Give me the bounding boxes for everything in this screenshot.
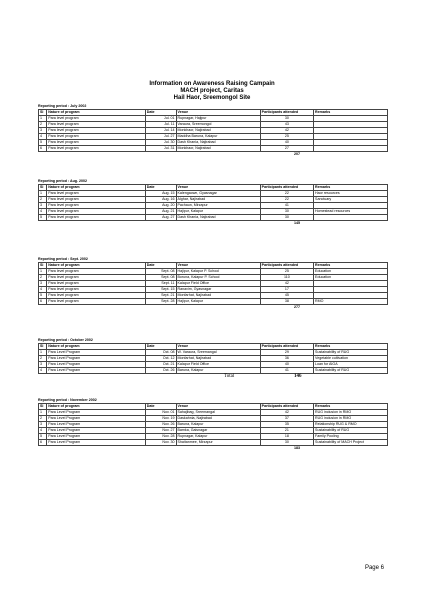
table-row xyxy=(39,215,388,221)
doc-title-line-1: Information on Awareness Raising Campain xyxy=(149,81,275,87)
cell-remarks: Sustainability of MACH Project xyxy=(314,440,388,446)
total-value: 207 xyxy=(294,152,300,156)
cell-participants: 30 xyxy=(260,440,313,446)
cell-nature: Para Level Program xyxy=(47,428,146,434)
total-row xyxy=(38,374,388,381)
total-label: Total xyxy=(224,374,235,379)
cell-participants: 40 xyxy=(260,362,313,368)
cell-nature: Para level program xyxy=(47,299,146,305)
cell-venue: Varaura, Sreemongol xyxy=(176,122,260,128)
section-3 xyxy=(38,257,388,312)
column-header-remarks: Remarks xyxy=(314,185,388,191)
cell-venue: Shaitanmee, Mirzapur xyxy=(176,440,260,446)
reporting-period-label: Reporting period : November 2002 xyxy=(38,398,97,402)
cell-venue: Rupnagar, Kalapur xyxy=(176,434,260,440)
cell-date: Oct. 26 xyxy=(145,368,176,374)
cell-date: Nov. 19 xyxy=(145,416,176,422)
cell-remarks: Relationship RUG & RMO xyxy=(314,422,388,428)
cell-sl: 6 xyxy=(39,440,47,446)
cell-venue: Pachaun, Mirzapur xyxy=(176,203,260,209)
cell-remarks: RUG inclusion in RMO xyxy=(314,416,388,422)
total-value: 146 xyxy=(294,374,302,379)
cell-sl: 3 xyxy=(39,422,47,428)
cell-sl: 4 xyxy=(39,428,47,434)
column-header-participants: Participants attended xyxy=(260,263,313,269)
section-1 xyxy=(38,104,388,159)
cell-date: Oct. 08 xyxy=(145,350,176,356)
cell-nature: Para level program xyxy=(47,146,146,152)
column-header-participants: Participants attended xyxy=(260,110,313,116)
cell-date: Sept. 28 xyxy=(145,299,176,305)
column-header-sl: Sl xyxy=(39,344,47,350)
cell-participants: 25 xyxy=(260,134,313,140)
cell-date: Oct. 12 xyxy=(145,356,176,362)
cell-date: Nov. 26 xyxy=(145,422,176,428)
cell-participants: 36 xyxy=(260,356,313,362)
reporting-period-label: Reporting period : Aug. 2002 xyxy=(38,179,87,183)
cell-nature: Para Level Program xyxy=(47,356,146,362)
cell-nature: Para level program xyxy=(47,122,146,128)
cell-sl: 5 xyxy=(39,215,47,221)
column-header-venue: Venue xyxy=(176,404,260,410)
cell-nature: Para level program xyxy=(47,128,146,134)
section-5 xyxy=(38,398,388,453)
cell-nature: Para level program xyxy=(47,281,146,287)
cell-date: Sept. 08 xyxy=(145,275,176,281)
cell-nature: Para level program xyxy=(47,209,146,215)
cell-remarks: RMO xyxy=(314,299,388,305)
cell-sl: 2 xyxy=(39,356,47,362)
cell-participants: 38 xyxy=(260,299,313,305)
cell-remarks: Education xyxy=(314,269,388,275)
column-header-participants: Participants attended xyxy=(260,404,313,410)
column-header-sl: Sl xyxy=(39,110,47,116)
cell-venue: W. Varaura, Sreemangal xyxy=(176,350,260,356)
cell-remarks: Sanctuary xyxy=(314,197,388,203)
column-header-venue: Venue xyxy=(176,110,260,116)
cell-date: Nov. 27 xyxy=(145,428,176,434)
column-header-date: Date xyxy=(145,185,176,191)
activity-table xyxy=(38,343,388,374)
column-header-participants: Participants attended xyxy=(260,185,313,191)
total-row xyxy=(38,446,388,453)
cell-sl: 3 xyxy=(39,128,47,134)
cell-date: Sept. 15 xyxy=(145,287,176,293)
cell-date: Oct. 21 xyxy=(145,362,176,368)
cell-remarks: Family Pooling xyxy=(314,434,388,440)
reporting-period-label: Reporting period : Sept. 2002 xyxy=(38,257,88,261)
cell-venue: Baruna, Kalapur xyxy=(176,368,260,374)
cell-sl: 1 xyxy=(39,410,47,416)
cell-date: Jul. 01 xyxy=(145,116,176,122)
cell-remarks: Sustainability of RUG xyxy=(314,368,388,374)
cell-sl: 4 xyxy=(39,134,47,140)
cell-nature: Para level program xyxy=(47,116,146,122)
cell-participants: 30 xyxy=(260,215,313,221)
cell-sl: 1 xyxy=(39,350,47,356)
column-header-remarks: Remarks xyxy=(314,344,388,350)
cell-participants: 22 xyxy=(260,197,313,203)
cell-venue: Monkhaor, Najirabad xyxy=(176,128,260,134)
total-value: 183 xyxy=(294,446,300,450)
column-header-nature: Nature of program xyxy=(47,185,146,191)
cell-remarks: Haor resources xyxy=(314,191,388,197)
total-value: 145 xyxy=(294,221,300,225)
cell-participants: 37 xyxy=(260,416,313,422)
cell-venue: Maddha Baruna, Kalapur xyxy=(176,134,260,140)
cell-sl: 5 xyxy=(39,293,47,299)
total-row xyxy=(38,305,388,312)
cell-venue: Ranavim, Gyasnagar xyxy=(176,287,260,293)
cell-venue: Monfarhat, Najirabad xyxy=(176,356,260,362)
cell-date: Jul. 27 xyxy=(145,134,176,140)
cell-sl: 6 xyxy=(39,146,47,152)
column-header-remarks: Remarks xyxy=(314,110,388,116)
cell-participants: 25 xyxy=(260,269,313,275)
cell-participants: 42 xyxy=(260,281,313,287)
cell-date: Sept. 21 xyxy=(145,293,176,299)
cell-sl: 3 xyxy=(39,203,47,209)
column-header-nature: Nature of program xyxy=(47,263,146,269)
cell-sl: 3 xyxy=(39,281,47,287)
cell-sl: 1 xyxy=(39,116,47,122)
cell-venue: Dash Khania, Najirabad xyxy=(176,215,260,221)
reporting-period-label: Reporting period : October 2002 xyxy=(38,338,93,342)
cell-sl: 2 xyxy=(39,416,47,422)
cell-venue: Kalapur Field Office xyxy=(176,281,260,287)
cell-nature: Para level program xyxy=(47,269,146,275)
page-number: Page 6 xyxy=(364,565,384,571)
cell-nature: Para level program xyxy=(47,140,146,146)
activity-table xyxy=(38,403,388,446)
column-header-venue: Venue xyxy=(176,185,260,191)
cell-nature: Para level program xyxy=(47,134,146,140)
cell-participants: 42 xyxy=(260,410,313,416)
column-header-participants: Participants attended xyxy=(260,344,313,350)
cell-participants: 27 xyxy=(260,146,313,152)
cell-venue: Baruna, Kalapur xyxy=(176,422,260,428)
cell-participants: 35 xyxy=(260,422,313,428)
cell-remarks: Sustainability of RUG xyxy=(314,428,388,434)
cell-venue: Kalapur Field Office xyxy=(176,362,260,368)
cell-date: Aug. 20 xyxy=(145,203,176,209)
cell-nature: Para Level Program xyxy=(47,350,146,356)
column-header-nature: Nature of program xyxy=(47,404,146,410)
cell-nature: Para Level Program xyxy=(47,440,146,446)
total-row xyxy=(38,221,388,228)
cell-venue: Hajipur, Kalapur P. School xyxy=(176,269,260,275)
cell-participants: 40 xyxy=(260,140,313,146)
column-header-remarks: Remarks xyxy=(314,404,388,410)
cell-sl: 4 xyxy=(39,368,47,374)
cell-nature: Para level program xyxy=(47,293,146,299)
cell-sl: 2 xyxy=(39,197,47,203)
reporting-period-label: Reporting period : July 2002 xyxy=(38,104,87,108)
cell-nature: Para level program xyxy=(47,275,146,281)
cell-sl: 2 xyxy=(39,275,47,281)
cell-remarks: Education xyxy=(314,275,388,281)
cell-venue: Rupnagar, Hajipur xyxy=(176,116,260,122)
cell-nature: Para Level Program xyxy=(47,410,146,416)
cell-sl: 5 xyxy=(39,140,47,146)
section-2 xyxy=(38,179,388,228)
cell-date: Aug. 15 xyxy=(145,191,176,197)
cell-participants: 29 xyxy=(260,350,313,356)
cell-date: Nov. 28 xyxy=(145,434,176,440)
column-header-venue: Venue xyxy=(176,263,260,269)
cell-participants: 17 xyxy=(260,287,313,293)
column-header-remarks: Remarks xyxy=(314,263,388,269)
column-header-venue: Venue xyxy=(176,344,260,350)
cell-remarks xyxy=(314,215,388,221)
cell-remarks xyxy=(314,146,388,152)
cell-venue: Monfarhat, Najirabad xyxy=(176,293,260,299)
cell-venue: Dash Khania, Najirabad xyxy=(176,140,260,146)
cell-participants: 22 xyxy=(260,191,313,197)
cell-participants: 45 xyxy=(260,293,313,299)
cell-nature: Para level program xyxy=(47,203,146,209)
cell-sl: 4 xyxy=(39,287,47,293)
cell-sl: 5 xyxy=(39,434,47,440)
table-row xyxy=(39,440,388,446)
cell-nature: Para Level Program xyxy=(47,416,146,422)
cell-participants: 41 xyxy=(260,368,313,374)
activity-table xyxy=(38,109,388,152)
cell-date: Sept. 08 xyxy=(145,269,176,275)
cell-participants: 30 xyxy=(260,116,313,122)
cell-date: Nov. 30 xyxy=(145,440,176,446)
section-4 xyxy=(38,338,388,381)
cell-venue: Kalengaown, Gyasnagar xyxy=(176,191,260,197)
cell-nature: Para Level Program xyxy=(47,368,146,374)
cell-remarks: RUG inclusion in RMO xyxy=(314,410,388,416)
cell-remarks: Sustainability of RUG xyxy=(314,350,388,356)
cell-date: Aug. 21 xyxy=(145,209,176,215)
cell-participants: 41 xyxy=(260,203,313,209)
cell-venue: Alghar, Najirabad xyxy=(176,197,260,203)
column-header-nature: Nature of program xyxy=(47,344,146,350)
cell-date: Jul. 11 xyxy=(145,122,176,128)
column-header-date: Date xyxy=(145,404,176,410)
cell-venue: Hajipur, Kalapur xyxy=(176,299,260,305)
cell-date: Jul. 30 xyxy=(145,140,176,146)
cell-venue: Monkhaor, Najirabad xyxy=(176,146,260,152)
cell-venue: Bamka, Gaisnagar xyxy=(176,428,260,434)
total-row xyxy=(38,152,388,159)
column-header-date: Date xyxy=(145,263,176,269)
cell-date: Sept. 11 xyxy=(145,281,176,287)
doc-title-line-2: MACH project, Caritas xyxy=(180,88,244,94)
cell-sl: 3 xyxy=(39,362,47,368)
column-header-sl: Sl xyxy=(39,263,47,269)
cell-participants: 30 xyxy=(260,209,313,215)
cell-nature: Para level program xyxy=(47,191,146,197)
cell-participants: 43 xyxy=(260,122,313,128)
cell-remarks: Loan for AIGA xyxy=(314,362,388,368)
cell-nature: Para Level Program xyxy=(47,362,146,368)
cell-participants: 18 xyxy=(260,434,313,440)
table-row xyxy=(39,368,388,374)
cell-date: Jul. 31 xyxy=(145,146,176,152)
cell-nature: Para level program xyxy=(47,215,146,221)
cell-sl: 2 xyxy=(39,122,47,128)
total-value: 277 xyxy=(294,305,300,309)
column-header-nature: Nature of program xyxy=(47,110,146,116)
doc-title-line-3: Hail Haor, Sreemongol Site xyxy=(173,95,251,101)
cell-venue: Sahajibag, Sreemangal xyxy=(176,410,260,416)
cell-date: Aug. 27 xyxy=(145,215,176,221)
cell-nature: Para Level Program xyxy=(47,434,146,440)
cell-participants: 21 xyxy=(260,428,313,434)
cell-participants: 110 xyxy=(260,275,313,281)
activity-table xyxy=(38,262,388,305)
cell-participants: 42 xyxy=(260,128,313,134)
cell-nature: Para level program xyxy=(47,287,146,293)
column-header-sl: Sl xyxy=(39,185,47,191)
table-row xyxy=(39,146,388,152)
column-header-date: Date xyxy=(145,344,176,350)
cell-sl: 1 xyxy=(39,191,47,197)
cell-remarks: Vegetable cultivation xyxy=(314,356,388,362)
cell-date: Nov. 01 xyxy=(145,410,176,416)
cell-sl: 1 xyxy=(39,269,47,275)
cell-venue: Boruna, Kalapur P. School xyxy=(176,275,260,281)
column-header-date: Date xyxy=(145,110,176,116)
activity-table xyxy=(38,184,388,221)
cell-nature: Para level program xyxy=(47,197,146,203)
table-row xyxy=(39,299,388,305)
cell-venue: Daskahnia, Najirabad xyxy=(176,416,260,422)
column-header-sl: Sl xyxy=(39,404,47,410)
cell-nature: Para Level Program xyxy=(47,422,146,428)
cell-sl: 4 xyxy=(39,209,47,215)
cell-venue: Hajipur, Kalapur xyxy=(176,209,260,215)
cell-date: Aug. 16 xyxy=(145,197,176,203)
cell-remarks: Homestead resources xyxy=(314,209,388,215)
cell-sl: 6 xyxy=(39,299,47,305)
cell-date: Jul. 14 xyxy=(145,128,176,134)
